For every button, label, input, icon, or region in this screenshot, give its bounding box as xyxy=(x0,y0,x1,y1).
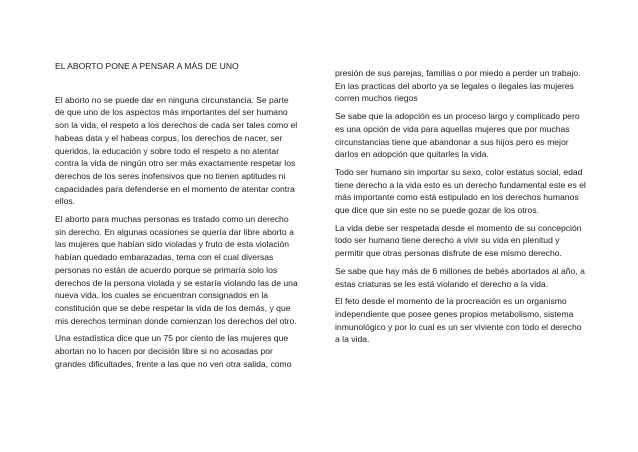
paragraph: Se sabe que la adopción es un proceso largo y complicado pero es una opción de vida para aquellas mujeres que por muchas circunstancias tiene que abandonar a sus hijos pero es mejor darlos en adopción que quitarles la vida. xyxy=(335,111,580,160)
paragraph: La vida debe ser respetada desde el momento de su concepción todo ser humano tiene derecho a vivir su vida en plenitud y permitir que otras personas disfrute de ese mismo derecho. xyxy=(335,222,582,259)
paragraph: Todo ser humano sin importar su sexo, color estatus social, edad tiene derecho a la vida esto es un derecho fundamental este es el más importante como está estipulado en los derechos humanos que dice que sin este no se puede gozar de los otros. xyxy=(335,166,586,216)
paragraph: El aborto para muchas personas es tratado como un derecho sin derecho. En algunas ocasiones se quería dar libre aborto a las mujeres que habían sido violadas y fruto de esta violación habían quedado embarazadas, tema con el cual diversas personas no están de acuerdo porque se primaría solo los derechos de la persona violada y se estaría violando las de una nueva vida, los cuales se encuentran consignados en la constitución que se debe respetar la vida de los demás, y que mis derechos terminan donde comienzan los derechos del otro. xyxy=(55,214,298,326)
paragraph: Se sabe que hay más de 6 millones de bebés abortados al año, a estas criaturas se les está violando el derecho a la vida. xyxy=(335,265,585,289)
paragraph: Una estadística dice que un 75 por ciento de las mujeres que abortan no lo hacen por decisión libre si no acosadas por grandes dificultades, frente a las que no ven otra salida, como xyxy=(55,333,292,369)
paragraph: El feto desde el momento de la procreación es un organismo independiente que posee genes propios metabolismo, sistema inmunológico y por lo cual es un ser viviente con todo el derecho a la vida. xyxy=(335,296,582,345)
left-column xyxy=(55,60,300,375)
right-column xyxy=(335,67,587,351)
paragraph: presión de sus parejas, familias o por miedo a perder un trabajo. En las practicas del aborto ya se legales o ilegales las mujeres corren muchos riegos xyxy=(335,68,581,104)
paragraph: El aborto no se puede dar en ninguna circunstancia. Se parte de que uno de los aspectos más importantes del ser humano son la vida, el respeto a los derechos de cada ser tales como el habeas data y el habeas corpus, los derechos de nacer, ser queridos, la educación y sobre todo el respeto a no atentar contra la vida de ningún otro ser más exactamente respetar los derechos de los seres inofensivos que no tienen aptitudes ni capacidades para defenderse en el momento de atentar contra ellos. xyxy=(55,94,298,207)
document-title: EL ABORTO PONE A PENSAR A MÁS DE UNO xyxy=(55,61,239,71)
